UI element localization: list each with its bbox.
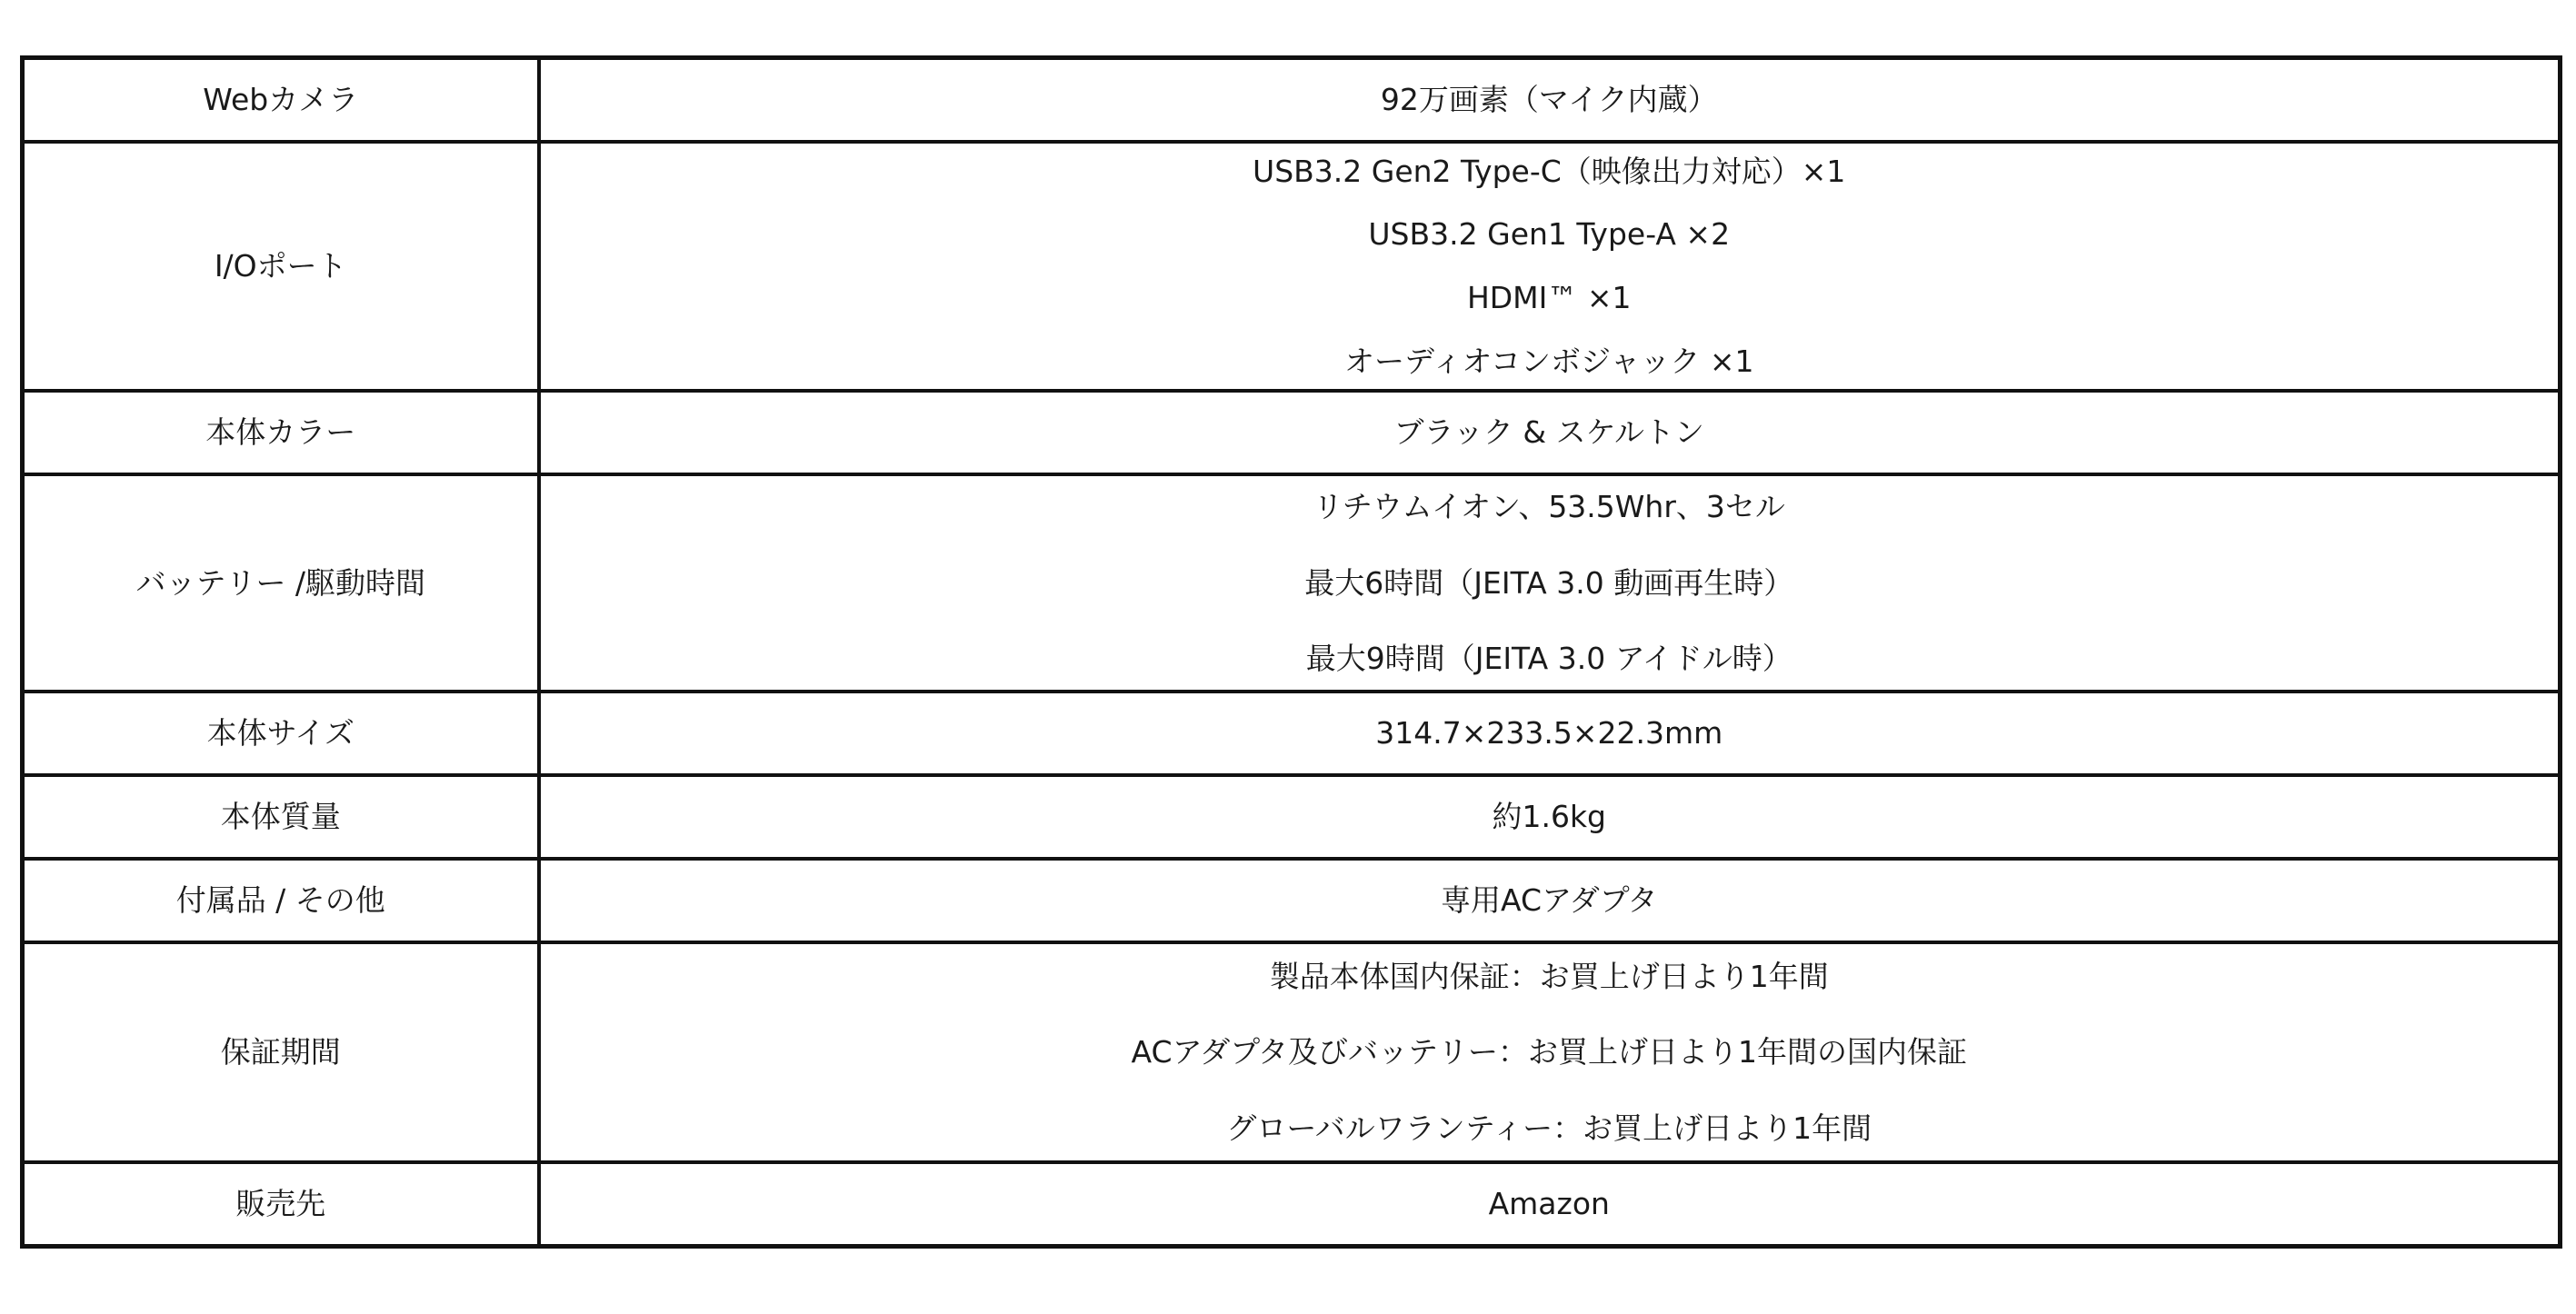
spec-value [539, 391, 2561, 474]
spec-label: 付属品 / その他 [23, 859, 539, 942]
spec-label: バッテリー /駆動時間 [23, 474, 539, 692]
spec-value-line: USB3.2 Gen2 Type-C（映像出力対応）×1 [1253, 153, 1846, 189]
spec-value-line: 314.7×233.5×22.3mm [1375, 715, 1723, 752]
spec-row-warranty [23, 942, 2561, 1162]
spec-value-line: HDMI™ ×1 [1466, 280, 1632, 315]
spec-value [539, 58, 2561, 143]
spec-row-battery [23, 474, 2561, 692]
spec-label: 保証期間 [23, 942, 539, 1162]
spec-row-accessories [23, 859, 2561, 942]
spec-row-webcam [23, 58, 2561, 143]
spec-value-line: 製品本体国内保証：お買上げ日より1年間 [1269, 958, 1829, 994]
spec-value-line: USB3.2 Gen1 Type-A ×2 [1368, 216, 1731, 253]
spec-value-line: リチウムイオン、53.5Whr、3セル [1313, 489, 1785, 525]
spec-row-body-weight [23, 775, 2561, 859]
spec-label: 本体質量 [23, 775, 539, 859]
spec-value [539, 859, 2561, 942]
spec-value-line: オーディオコンボジャック ×1 [1343, 343, 1754, 379]
spec-row-seller [23, 1162, 2561, 1247]
spec-value [539, 775, 2561, 859]
spec-value [539, 692, 2561, 775]
spec-value-line: ACアダプタ及びバッテリー：お買上げ日より1年間の国内保証 [1131, 1034, 1967, 1070]
spec-row-io-ports [23, 142, 2561, 391]
spec-label: 本体カラー [23, 391, 539, 474]
spec-label: 販売先 [23, 1162, 539, 1247]
spec-value-line: グローバルワランティー：お買上げ日より1年間 [1226, 1110, 1872, 1146]
spec-label: 本体サイズ [23, 692, 539, 775]
spec-value-line: ブラック & スケルトン [1393, 414, 1704, 451]
spec-value [539, 142, 2561, 391]
spec-value [539, 474, 2561, 692]
spec-value [539, 942, 2561, 1162]
spec-value-line: Amazon [1488, 1186, 1610, 1222]
spec-value [539, 1162, 2561, 1247]
spec-table [20, 55, 2562, 1249]
spec-value-line: 約1.6kg [1492, 799, 1607, 835]
spec-value-line: 最大6時間（JEITA 3.0 動画再生時） [1304, 564, 1794, 601]
spec-value-line: 最大9時間（JEITA 3.0 アイドル時） [1305, 641, 1792, 677]
spec-label: I/Oポート [23, 142, 539, 391]
spec-row-body-size [23, 692, 2561, 775]
spec-value-line: 専用ACアダプタ [1441, 882, 1658, 919]
spec-row-body-color [23, 391, 2561, 474]
spec-value-line: 92万画素（マイク内蔵） [1380, 82, 1718, 118]
spec-label: Webカメラ [23, 58, 539, 143]
